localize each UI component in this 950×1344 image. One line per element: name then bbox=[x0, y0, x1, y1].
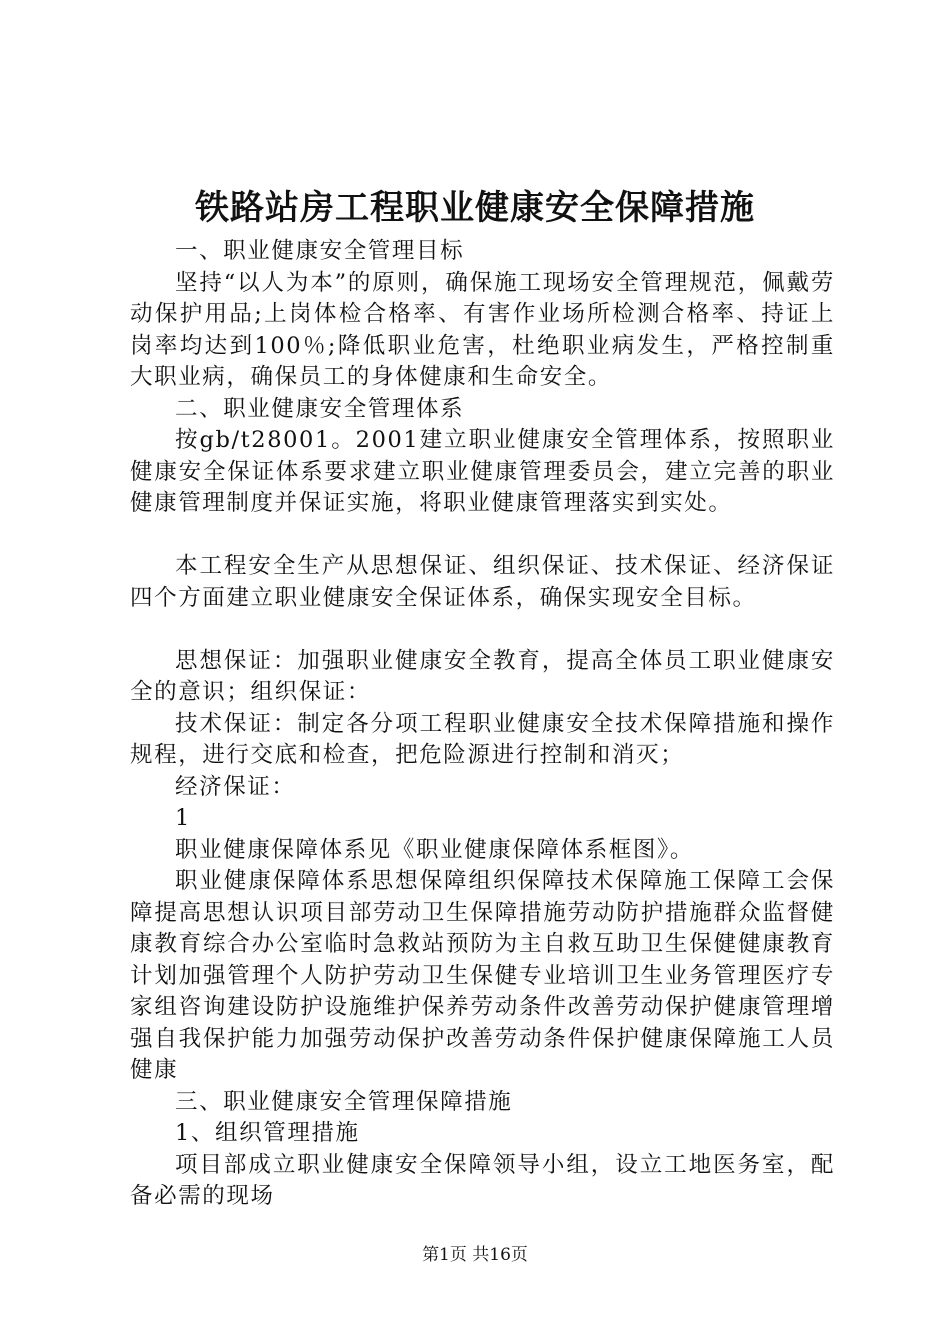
paragraph: 职业健康保障体系思想保障组织保障技术保障施工保障工会保障提高思想认识项目部劳动卫生保障措施劳动防护措施群众监督健康教育综合办公室临时急救站预防为主自救互助卫生保健健康教育计划加强管理个人防护劳动卫生保健专业培训卫生业务管理医疗专家组咨询建设防护设施维护保养劳动条件改善劳动保护健康管理增强自我保护能力加强劳动保护改善劳动条件保护健康保障施工人员健康 bbox=[130, 868, 835, 1083]
section-heading: 二、职业健康安全管理体系 bbox=[175, 395, 465, 422]
subsection-heading: 1、组织管理措施 bbox=[175, 1120, 360, 1146]
document-title: 铁路站房工程职业健康安全保障措施 bbox=[195, 188, 755, 228]
paragraph: 项目部成立职业健康安全保障领导小组，设立工地医务室，配备必需的现场 bbox=[130, 1151, 835, 1209]
paragraph: 经济保证： bbox=[175, 773, 296, 800]
paragraph: 按gb/t28001。2001建立职业健康安全管理体系，按照职业健康安全保证体系要求建立职业健康管理委员会，建立完善的职业健康管理制度并保证实施，将职业健康管理落实到实处。 bbox=[130, 427, 835, 516]
paragraph: 职业健康保障体系见《职业健康保障体系框图》。 bbox=[175, 836, 694, 863]
paragraph: 技术保证：制定各分项工程职业健康安全技术保障措施和操作规程，进行交底和检查，把危险源进行控制和消灭； bbox=[130, 710, 835, 768]
section-heading: 一、职业健康安全管理目标 bbox=[175, 238, 465, 264]
paragraph: 思想保证：加强职业健康安全教育，提高全体员工职业健康安全的意识；组织保证： bbox=[130, 647, 835, 705]
paragraph: 坚持“以人为本”的原则，确保施工现场安全管理规范，佩戴劳动保护用品;上岗体检合格率、有害作业场所检测合格率、持证上岗率均达到100％;降低职业危害，杜绝职业病发生，严格控制重大职业病，确保员工的身体健康和生命安全。 bbox=[130, 269, 835, 390]
section-heading: 三、职业健康安全管理保障措施 bbox=[175, 1088, 513, 1115]
page-footer: 第1页 共16页 bbox=[422, 1245, 528, 1265]
paragraph: 1 bbox=[175, 805, 191, 831]
document-body bbox=[130, 236, 835, 1213]
paragraph: 本工程安全生产从思想保证、组织保证、技术保证、经济保证四个方面建立职业健康安全保证体系，确保实现安全目标。 bbox=[130, 553, 835, 611]
